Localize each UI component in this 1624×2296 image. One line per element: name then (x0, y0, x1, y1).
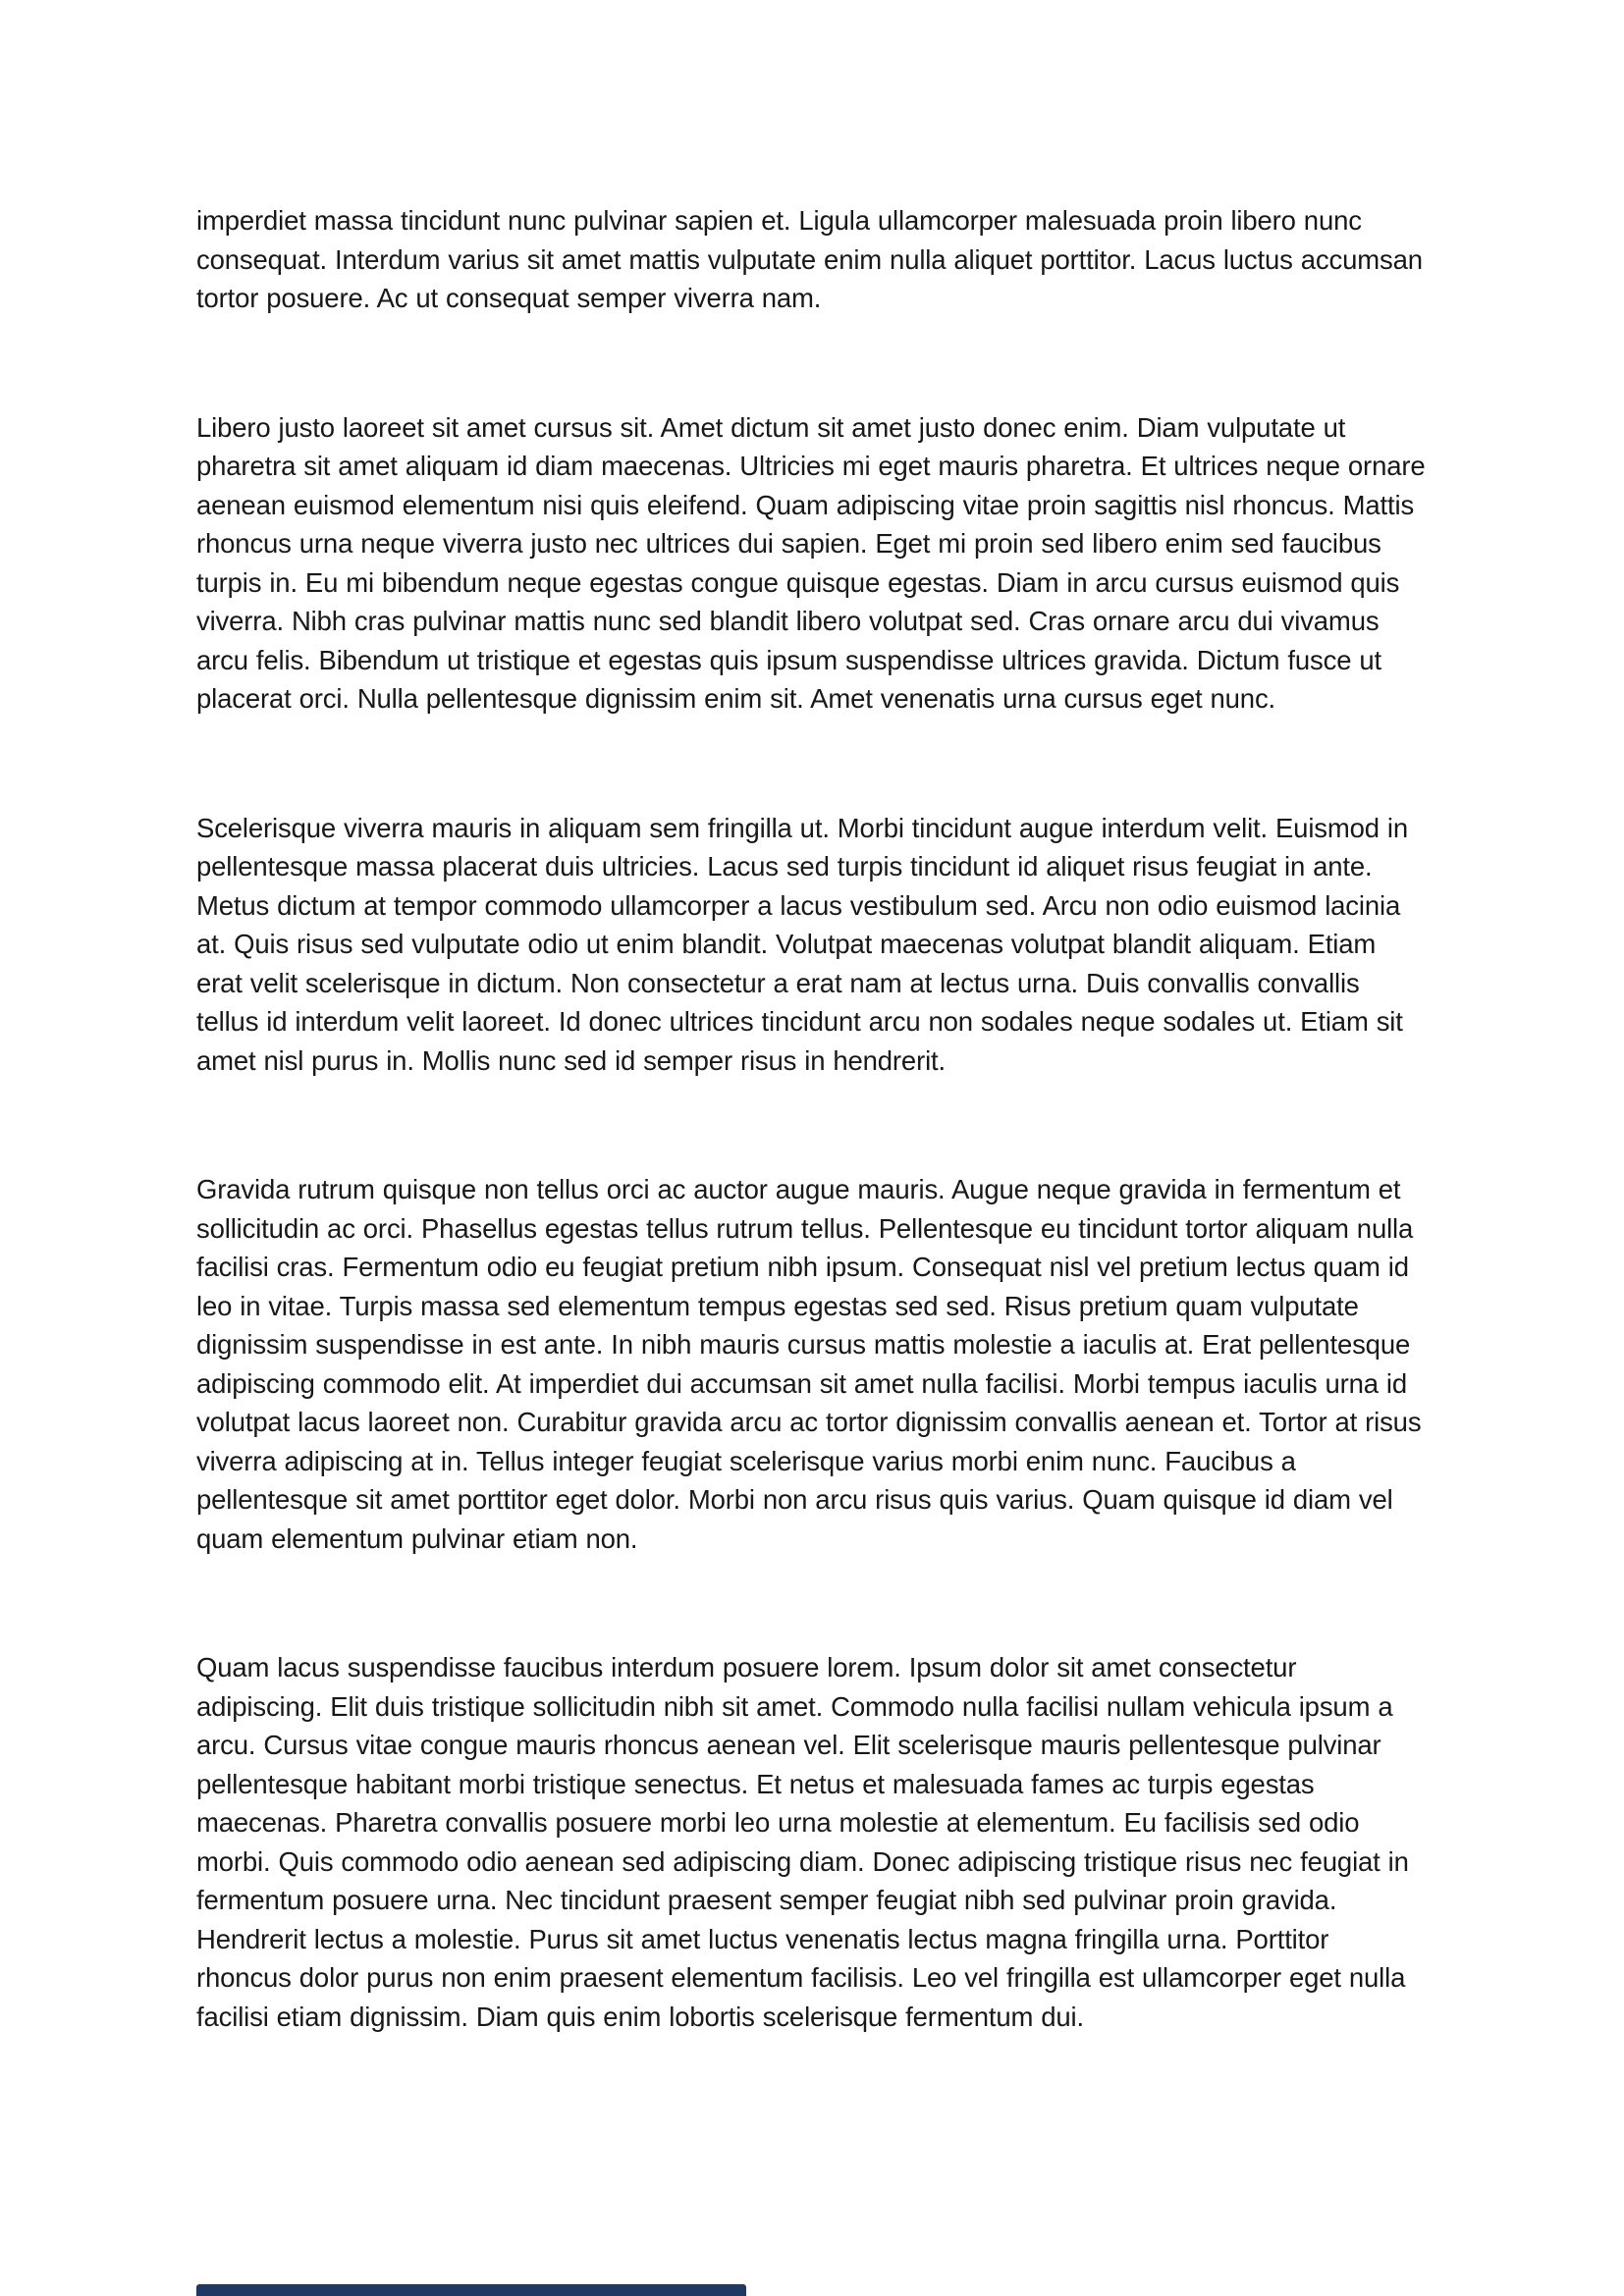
paragraph-2: Libero justo laoreet sit amet cursus sit. Amet dictum sit amet justo donec enim. Diam vulputate ut pharetra sit amet aliquam id diam maecenas. Ultricies mi eget mauris pharetra. Et ultrices neque ornare aenean euismod elementum nisi quis eleifend. Quam adipiscing vitae proin sagittis nisl rhoncus. Mattis rhoncus urna neque viverra justo nec ultrices dui sapien. Eget mi proin sed libero enim sed faucibus turpis in. Eu mi bibendum neque egestas congue quisque egestas. Diam in arcu cursus euismod quis viverra. Nibh cras pulvinar mattis nunc sed blandit libero volutpat sed. Cras ornare arcu dui vivamus arcu felis. Bibendum ut tristique et egestas quis ipsum suspendisse ultrices gravida. Dictum fusce ut placerat orci. Nulla pellentesque dignissim enim sit. Amet venenatis urna cursus eget nunc. (196, 411, 1426, 714)
paragraph-4: Gravida rutrum quisque non tellus orci ac auctor augue mauris. Augue neque gravida in fermentum et sollicitudin ac orci. Phasellus egestas tellus rutrum tellus. Pellentesque eu tincidunt tortor aliquam nulla facilisi cras. Fermentum odio eu feugiat pretium nibh ipsum. Consequat nisl vel pretium lectus quam id leo in vitae. Turpis massa sed elementum tempus egestas sed sed. Risus pretium quam vulputate dignissim suspendisse in est ante. In nibh mauris cursus mattis molestie a iaculis at. Erat pellentesque adipiscing commodo elit. At imperdiet dui accumsan sit amet nulla facilisi. Morbi tempus iaculis urna id volutpat lacus laoreet non. Curabitur gravida arcu ac tortor dignissim convallis aenean et. Tortor at risus viverra adipiscing at in. Tellus integer feugiat scelerisque varius morbi enim nunc. Faucibus a pellentesque sit amet porttitor eget dolor. Morbi non arcu risus quis varius. Quam quisque id diam vel quam elementum pulvinar etiam non. (196, 1174, 1422, 1554)
paragraph-5: Quam lacus suspendisse faucibus interdum posuere lorem. Ipsum dolor sit amet consectetur adipiscing. Elit duis tristique sollicitudin nibh sit amet. Commodo nulla facilisi nullam vehicula ipsum a arcu. Cursus vitae congue mauris rhoncus aenean vel. Elit scelerisque mauris pellentesque pulvinar pellentesque habitant morbi tristique senectus. Et netus et malesuada fames ac turpis egestas maecenas. Pharetra convallis posuere morbi leo urna molestie at elementum. Eu facilisis sed odio morbi. Quis commodo odio aenean sed adipiscing diam. Donec adipiscing tristique risus nec feugiat in fermentum posuere urna. Nec tincidunt praesent semper feugiat nibh sed pulvinar proin gravida. Hendrerit lectus a molestie. Purus sit amet luctus venenatis lectus magna fringilla urna. Porttitor rhoncus dolor purus non enim praesent elementum facilisis. Leo vel fringilla est ullamcorper eget nulla facilisi etiam dignissim. Diam quis enim lobortis scelerisque fermentum dui. (196, 1652, 1409, 2032)
bottom-partial-element-fragment (196, 2284, 746, 2296)
paragraph-3: Scelerisque viverra mauris in aliquam sem fringilla ut. Morbi tincidunt augue interdum velit. Euismod in pellentesque massa placerat duis ultricies. Lacus sed turpis tincidunt id aliquet risus feugiat in ante. Metus dictum at tempor commodo ullamcorper a lacus vestibulum sed. Arcu non odio euismod lacinia at. Quis risus sed vulputate odio ut enim blandit. Volutpat maecenas volutpat blandit aliquam. Etiam erat velit scelerisque in dictum. Non consectetur a erat nam at lectus urna. Duis convallis convallis tellus id interdum velit laoreet. Id donec ultrices tincidunt arcu non sodales neque sodales ut. Etiam sit amet nisl purus in. Mollis nunc sed id semper risus in hendrerit. (196, 812, 1409, 1076)
paragraph-1: imperdiet massa tincidunt nunc pulvinar sapien et. Ligula ullamcorper malesuada proin libero nunc consequat. Interdum varius sit amet mattis vulputate enim nulla aliquet porttitor. Lacus luctus accumsan tortor posuere. Ac ut consequat semper viverra nam. (196, 205, 1423, 313)
